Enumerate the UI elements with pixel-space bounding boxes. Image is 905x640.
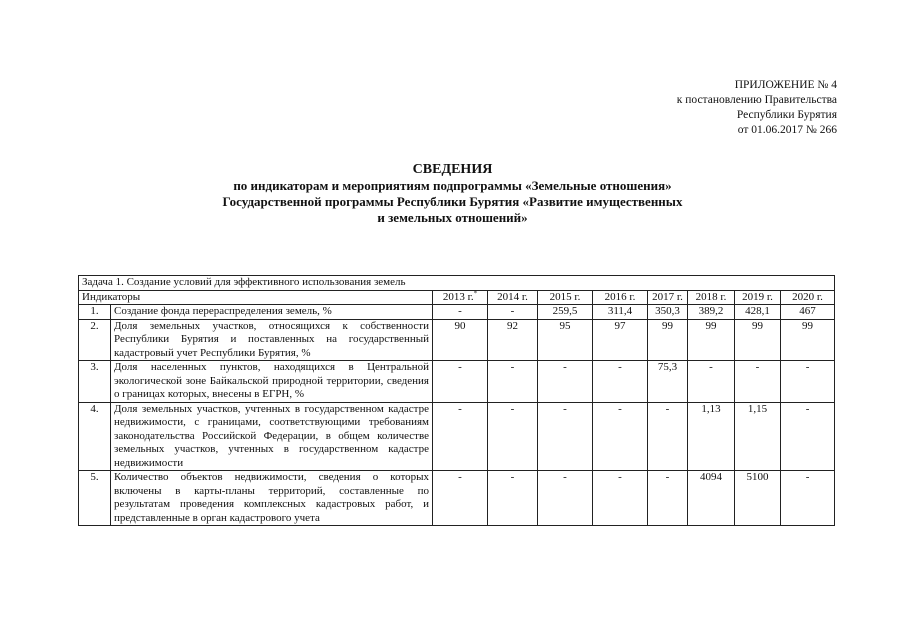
indicator-value: -	[688, 361, 735, 403]
title-line-1: по индикаторам и мероприятиям подпрограммы «Земельные отношения»	[233, 178, 672, 193]
year-header	[735, 290, 781, 305]
indicator-value: -	[593, 471, 648, 526]
year-header	[538, 290, 593, 305]
indicator-value: 259,5	[538, 305, 593, 320]
indicator-value: 90	[433, 319, 488, 361]
year-label: 2019 г.	[742, 290, 773, 303]
row-number: 1.	[79, 305, 111, 320]
indicator-value: -	[488, 305, 538, 320]
indicator-value: 389,2	[688, 305, 735, 320]
year-label: 2014 г.	[497, 290, 528, 303]
indicator-value: 467	[781, 305, 835, 320]
task-cell: Задача 1. Создание условий для эффективного использования земель	[79, 276, 835, 291]
appendix-date: от 01.06.2017 № 266	[737, 124, 837, 136]
indicator-name: Доля земельных участков, относящихся к собственности Республики Бурятия и поставленных на государственный кадастровый учет Республики Бурятия, %	[111, 319, 433, 361]
year-header	[781, 290, 835, 305]
indicator-value: 99	[735, 319, 781, 361]
indicator-value: 75,3	[648, 361, 688, 403]
indicator-value: -	[538, 361, 593, 403]
indicator-value: 97	[593, 319, 648, 361]
indicator-name: Количество объектов недвижимости, сведения о которых включены в карты-планы территорий, составленные по результатам проведения комплексных кадастровых работ, и представленные в орган кадастрового учета	[111, 471, 433, 526]
indicator-value: 4094	[688, 471, 735, 526]
row-number: 5.	[79, 471, 111, 526]
year-label: 2017 г.	[652, 290, 683, 303]
table-row	[79, 471, 835, 526]
footnote-mark: *	[473, 288, 478, 297]
year-header	[593, 290, 648, 305]
indicator-value: 92	[488, 319, 538, 361]
indicator-value: -	[488, 471, 538, 526]
year-label: 2018 г.	[695, 290, 727, 303]
indicator-value: -	[538, 402, 593, 471]
task-row	[79, 276, 835, 291]
indicator-name: Доля земельных участков, учтенных в государственном кадастре недвижимости, с границами, соответствующими требованиям законодательства Российской Федерации, в общем количестве земельных участков, учтенных в государственном кадастре недвижимости	[111, 402, 433, 471]
row-number: 4.	[79, 402, 111, 471]
indicators-header: Индикаторы	[79, 290, 433, 305]
year-label: 2015 г.	[549, 290, 581, 303]
indicator-value: -	[735, 361, 781, 403]
title-line-3: и земельных отношений»	[377, 210, 528, 225]
row-number: 3.	[79, 361, 111, 403]
year-header	[433, 290, 488, 305]
indicator-value: 95	[538, 319, 593, 361]
indicator-value: -	[593, 361, 648, 403]
appendix-resolution: к постановлению Правительства	[676, 94, 837, 106]
indicator-value: 311,4	[593, 305, 648, 320]
indicator-value: -	[781, 471, 835, 526]
appendix-block	[677, 78, 837, 138]
indicator-name: Доля населенных пунктов, находящихся в Центральной экологической зоне Байкальской природной территории, сведения о границах которых, внесены в ЕГРН, %	[111, 361, 433, 403]
table-row	[79, 305, 835, 320]
appendix-title: ПРИЛОЖЕНИЕ № 4	[734, 79, 837, 91]
indicator-value: 428,1	[735, 305, 781, 320]
header-row	[79, 290, 835, 305]
document-title	[0, 162, 905, 226]
indicator-value: -	[538, 471, 593, 526]
appendix-republic: Республики Бурятия	[736, 109, 837, 121]
table-row	[79, 319, 835, 361]
title-line-2: Государственной программы Республики Бурятия «Развитие имущественных	[222, 194, 683, 209]
indicator-value: -	[488, 402, 538, 471]
indicator-value: -	[781, 361, 835, 403]
indicator-value: 99	[688, 319, 735, 361]
indicator-value: -	[488, 361, 538, 403]
indicator-value: 5100	[735, 471, 781, 526]
year-label: 2016 г.	[604, 290, 636, 303]
indicator-value: -	[433, 361, 488, 403]
title-heading: СВЕДЕНИЯ	[412, 162, 493, 177]
indicator-value: -	[648, 402, 688, 471]
indicator-value: -	[781, 402, 835, 471]
indicator-value: -	[593, 402, 648, 471]
indicator-value: 1,13	[688, 402, 735, 471]
year-label: 2020 г.	[792, 290, 823, 303]
indicator-value: 1,15	[735, 402, 781, 471]
indicators-table	[78, 275, 835, 526]
year-header	[648, 290, 688, 305]
indicator-value: -	[433, 305, 488, 320]
indicator-value: -	[433, 471, 488, 526]
indicator-name: Создание фонда перераспределения земель, %	[111, 305, 433, 320]
indicator-value: 350,3	[648, 305, 688, 320]
indicator-value: 99	[781, 319, 835, 361]
table-row	[79, 361, 835, 403]
indicator-value: -	[648, 471, 688, 526]
indicator-value: 99	[648, 319, 688, 361]
year-label: 2013 г.	[442, 290, 474, 303]
indicator-value: -	[433, 402, 488, 471]
year-header	[488, 290, 538, 305]
year-header	[688, 290, 735, 305]
table-row	[79, 402, 835, 471]
row-number: 2.	[79, 319, 111, 361]
